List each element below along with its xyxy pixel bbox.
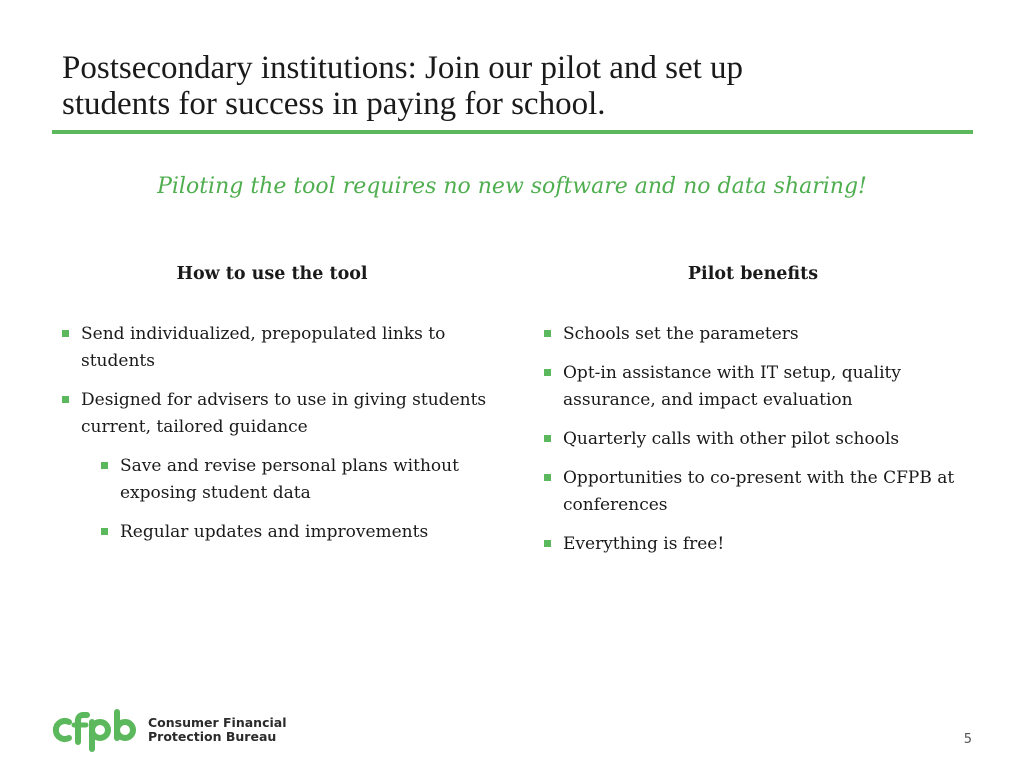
square-bullet-icon [62,330,69,337]
square-bullet-icon [101,528,108,535]
list-item [62,321,502,375]
list-item [544,531,984,558]
page-number: 5 [963,732,972,747]
list-item [101,453,502,507]
logo-text-line-1: Consumer Financial [148,715,287,730]
list-item-text: Opportunities to co-present with the CFPB at conferences [563,468,955,515]
square-bullet-icon [544,330,551,337]
left-column-heading: How to use the tool [176,264,368,284]
list-item-text: Send individualized, prepopulated links to students [81,324,446,371]
cfpb-logo [52,708,287,752]
list-item [62,387,502,441]
square-bullet-icon [544,540,551,547]
list-item [544,465,984,519]
slide-title-line-2: students for success in paying for school. [62,86,606,122]
logo-text-line-2: Protection Bureau [148,729,277,744]
right-column-heading: Pilot benefits [687,264,819,284]
logo-wordmark [148,716,287,744]
square-bullet-icon [101,462,108,469]
slide-subtitle: Piloting the tool requires no new software and no data sharing! [157,174,867,199]
list-item [101,519,502,546]
square-bullet-icon [544,369,551,376]
list-item-text: Regular updates and improvements [120,522,429,542]
list-item [544,426,984,453]
left-column-list [62,321,502,558]
list-item [544,321,984,348]
square-bullet-icon [62,396,69,403]
list-item-text: Everything is free! [563,534,725,554]
list-item-text: Save and revise personal plans without exposing student data [120,456,459,503]
list-item [544,360,984,414]
slide-title [62,50,962,122]
slide-title-line-1: Postsecondary institutions: Join our pilot and set up [62,50,744,86]
list-item-text: Schools set the parameters [563,324,799,344]
square-bullet-icon [544,474,551,481]
square-bullet-icon [544,435,551,442]
right-column-list [544,321,984,570]
title-divider [52,130,973,134]
list-item-text: Quarterly calls with other pilot schools [563,429,900,449]
list-item-text: Opt-in assistance with IT setup, quality assurance, and impact evaluation [563,363,901,410]
cfpb-logo-icon [52,708,138,752]
list-item-text: Designed for advisers to use in giving students current, tailored guidance [81,390,487,437]
